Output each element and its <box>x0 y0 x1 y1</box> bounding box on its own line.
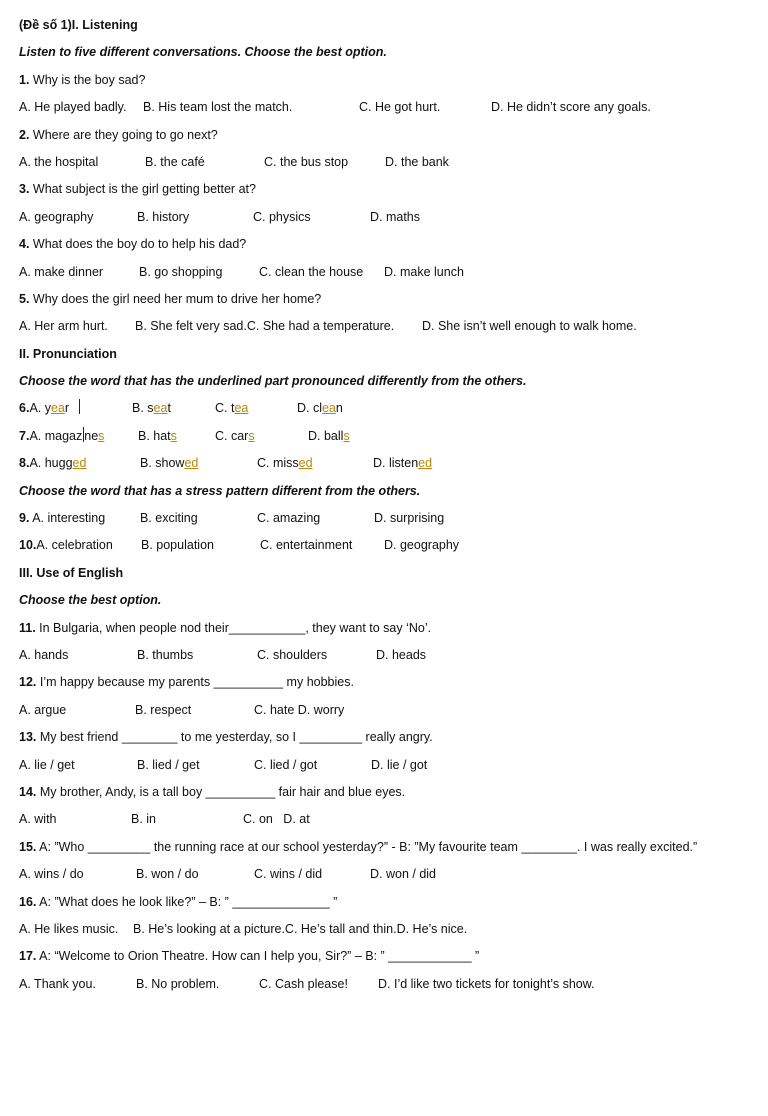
option-c: C. amazing <box>257 511 321 526</box>
question-text: A: “Welcome to Orion Theatre. How can I help you, Sir?” – B: ” ____________ ” <box>36 949 480 964</box>
section-title <box>19 13 754 40</box>
underlined-part: ea <box>50 401 65 416</box>
question-text: My best friend ________ to me yesterday, so I _________ really angry. <box>36 730 433 745</box>
option-b: B. thumbs <box>137 647 194 662</box>
worksheet <box>19 13 754 999</box>
option-a: A. Thank you. <box>19 976 96 991</box>
option-b: B. lied / get <box>137 757 200 772</box>
stress-instruction <box>19 479 754 506</box>
option-d: D. She isn’t well enough to walk home. <box>422 319 637 334</box>
underlined-part: ea <box>322 401 336 416</box>
option-d: D. lie / got <box>371 757 428 772</box>
option-a: A. Her arm hurt. <box>19 319 108 334</box>
question-11-options <box>19 643 754 670</box>
question-number: 5. <box>19 291 30 306</box>
underlined-part: s <box>170 428 177 443</box>
question-5 <box>19 287 754 314</box>
option-d-pre: D. listen <box>373 456 419 471</box>
option-d: D. He didn’t score any goals. <box>491 100 651 115</box>
option-a: A. with <box>19 812 57 827</box>
option-cd: C. on D. at <box>243 812 310 827</box>
question-14 <box>19 780 754 807</box>
option-b-post: t <box>167 401 171 416</box>
option-a <box>19 533 113 557</box>
option-c: C. clean the house <box>259 264 364 279</box>
option-d: D. heads <box>376 647 427 662</box>
question-2-options <box>19 150 754 177</box>
question-number: 14. <box>19 784 37 799</box>
question-number: 6. <box>19 401 30 416</box>
question-16 <box>19 890 754 917</box>
option-b: B. in <box>131 812 157 827</box>
underlined-part: ea <box>234 401 249 416</box>
question-4-options <box>19 260 754 287</box>
option-a-pre: A. magaz <box>29 428 83 443</box>
option-b <box>140 451 198 475</box>
question-1-options <box>19 95 754 122</box>
option-c <box>257 451 313 475</box>
option-c-pre: C. car <box>215 428 249 443</box>
option-b: B. No problem. <box>136 976 220 991</box>
option-a: A. make dinner <box>19 264 104 279</box>
question-number: 16. <box>19 894 37 909</box>
option-a <box>19 424 104 448</box>
question-2 <box>19 123 754 150</box>
section-title-text: (Đề số 1)I. Listening <box>19 18 138 32</box>
question-number: 3. <box>19 182 30 197</box>
option-a: A. lie / get <box>19 757 75 772</box>
question-text: Why does the girl need her mum to drive her home? <box>29 291 322 306</box>
option-d-post: n <box>335 401 343 416</box>
question-text: What does the boy do to help his dad? <box>29 237 247 252</box>
option-c: C. physics <box>253 209 311 224</box>
option-d <box>373 451 432 475</box>
english-instruction <box>19 588 754 615</box>
option-d: D. maths <box>370 209 421 224</box>
pronunciation-instruction-text: Choose the word that has the underlined part pronounced differently from the others. <box>19 374 527 389</box>
question-number: 4. <box>19 237 30 252</box>
option-a: A. He likes music. <box>19 921 119 936</box>
question-3 <box>19 177 754 204</box>
option-a <box>19 451 86 475</box>
question-7 <box>19 424 754 451</box>
option-b: B. go shopping <box>139 264 223 279</box>
pronunciation-heading <box>19 342 754 369</box>
option-b: B. the café <box>145 154 205 169</box>
option-d: D. won / did <box>370 867 437 882</box>
option-a-text: A. celebration <box>36 538 113 553</box>
option-a: A. He played badly. <box>19 100 127 115</box>
question-13-options <box>19 753 754 780</box>
option-c-pre: C. miss <box>257 456 299 471</box>
question-number: 1. <box>19 72 30 87</box>
question-4 <box>19 232 754 259</box>
option-b-pre: B. s <box>132 401 154 416</box>
question-text: I’m happy because my parents __________ my hobbies. <box>36 675 354 690</box>
option-b: B. His team lost the match. <box>143 100 293 115</box>
question-15-options <box>19 862 754 889</box>
underlined-part: s <box>248 428 255 443</box>
question-number: 15. <box>19 839 37 854</box>
question-text: Why is the boy sad? <box>29 72 146 87</box>
question-12 <box>19 670 754 697</box>
option-b: B. population <box>141 538 214 553</box>
question-text: In Bulgaria, when people nod their___________, they want to say ‘No’. <box>35 620 432 635</box>
option-a: A. the hospital <box>19 154 99 169</box>
option-d-pre: D. ball <box>308 428 344 443</box>
question-1 <box>19 68 754 95</box>
option-b: B. won / do <box>136 867 199 882</box>
option-c-pre: C. t <box>215 401 235 416</box>
question-number: 17. <box>19 949 37 964</box>
option-d <box>297 396 343 420</box>
underlined-part: ed <box>184 456 199 471</box>
option-b <box>132 396 171 420</box>
underlined-part: ea <box>153 401 168 416</box>
option-c: C. the bus stop <box>264 154 349 169</box>
option-c <box>215 424 255 448</box>
underlined-part: ed <box>298 456 313 471</box>
stress-instruction-text: Choose the word that has a stress pattern different from the others. <box>19 483 421 498</box>
option-c: C. He got hurt. <box>359 100 441 115</box>
question-11 <box>19 616 754 643</box>
option-c: C. entertainment <box>260 538 353 553</box>
option-bcd: B. He’s looking at a picture.C. He’s tall and thin.D. He’s nice. <box>133 921 468 936</box>
option-a: A. argue <box>19 702 67 717</box>
option-a: A. hands <box>19 647 69 662</box>
option-a: A. wins / do <box>19 867 84 882</box>
english-heading-text: III. Use of English <box>19 565 124 580</box>
option-d: D. make lunch <box>384 264 464 279</box>
option-c: C. Cash please! <box>259 976 348 991</box>
option-bc: B. She felt very sad.C. She had a temperature. <box>135 319 395 334</box>
question-12-options <box>19 698 754 725</box>
question-9 <box>19 506 754 533</box>
english-instruction-text: Choose the best option. <box>19 593 162 608</box>
question-number: 11. <box>19 620 36 635</box>
question-10 <box>19 533 754 560</box>
pronunciation-heading-text: II. Pronunciation <box>19 346 117 361</box>
option-a-post: r <box>64 401 70 416</box>
option-b-pre: B. show <box>140 456 185 471</box>
question-6 <box>19 396 754 423</box>
question-text: Where are they going to go next? <box>29 127 218 142</box>
question-number: 13. <box>19 730 37 745</box>
pronunciation-instruction <box>19 369 754 396</box>
underlined-part: s <box>343 428 350 443</box>
option-b <box>138 424 177 448</box>
question-number: 2. <box>19 127 30 142</box>
english-heading <box>19 561 754 588</box>
option-b-pre: B. hat <box>138 428 171 443</box>
option-d: D. surprising <box>374 511 445 526</box>
listening-instruction <box>19 40 754 67</box>
question-text: A: ”What does he look like?” – B: ” ______________ ” <box>36 894 338 909</box>
question-text: A: ”Who _________ the running race at our school yesterday?” - B: ”My favourite team ________. I was really excited.” <box>36 839 698 854</box>
option-c: C. wins / did <box>254 867 323 882</box>
option-b: B. history <box>137 209 190 224</box>
option-a-pre: A. hugg <box>29 456 73 471</box>
option-a: A. geography <box>19 209 94 224</box>
question-13 <box>19 725 754 752</box>
question-number: 12. <box>19 675 37 690</box>
option-a-mid: ne <box>84 428 99 443</box>
option-d-pre: D. cl <box>297 401 322 416</box>
option-c: C. shoulders <box>257 647 328 662</box>
question-number: 10. <box>19 538 37 553</box>
question-text: My brother, Andy, is a tall boy __________ fair hair and blue eyes. <box>36 784 406 799</box>
question-15 <box>19 835 754 862</box>
option-a-text: A. interesting <box>29 511 106 526</box>
question-number: 7. <box>19 428 30 443</box>
question-14-options <box>19 807 754 834</box>
option-cd: C. hate D. worry <box>254 702 345 717</box>
text-cursor <box>79 399 80 414</box>
question-5-options <box>19 314 754 341</box>
question-17-options <box>19 972 754 999</box>
question-17 <box>19 944 754 971</box>
question-16-options <box>19 917 754 944</box>
question-8 <box>19 451 754 478</box>
question-3-options <box>19 205 754 232</box>
option-c <box>215 396 248 420</box>
question-number: 9. <box>19 511 30 526</box>
option-c: C. lied / got <box>254 757 318 772</box>
option-d: D. geography <box>384 538 460 553</box>
underlined-part: s <box>98 428 105 443</box>
option-b: B. exciting <box>140 511 198 526</box>
question-number: 8. <box>19 456 30 471</box>
listening-instruction-text: Listen to five different conversations. Choose the best option. <box>19 45 387 60</box>
option-a <box>19 506 105 530</box>
underlined-part: ed <box>418 456 433 471</box>
option-b: B. respect <box>135 702 192 717</box>
underlined-part: ed <box>72 456 87 471</box>
option-a-pre: A. y <box>29 401 51 416</box>
question-text: What subject is the girl getting better at? <box>29 182 256 197</box>
option-a <box>19 396 80 420</box>
option-d: D. the bank <box>385 154 449 169</box>
option-d <box>308 424 350 448</box>
option-d: D. I’d like two tickets for tonight’s show. <box>378 976 595 991</box>
